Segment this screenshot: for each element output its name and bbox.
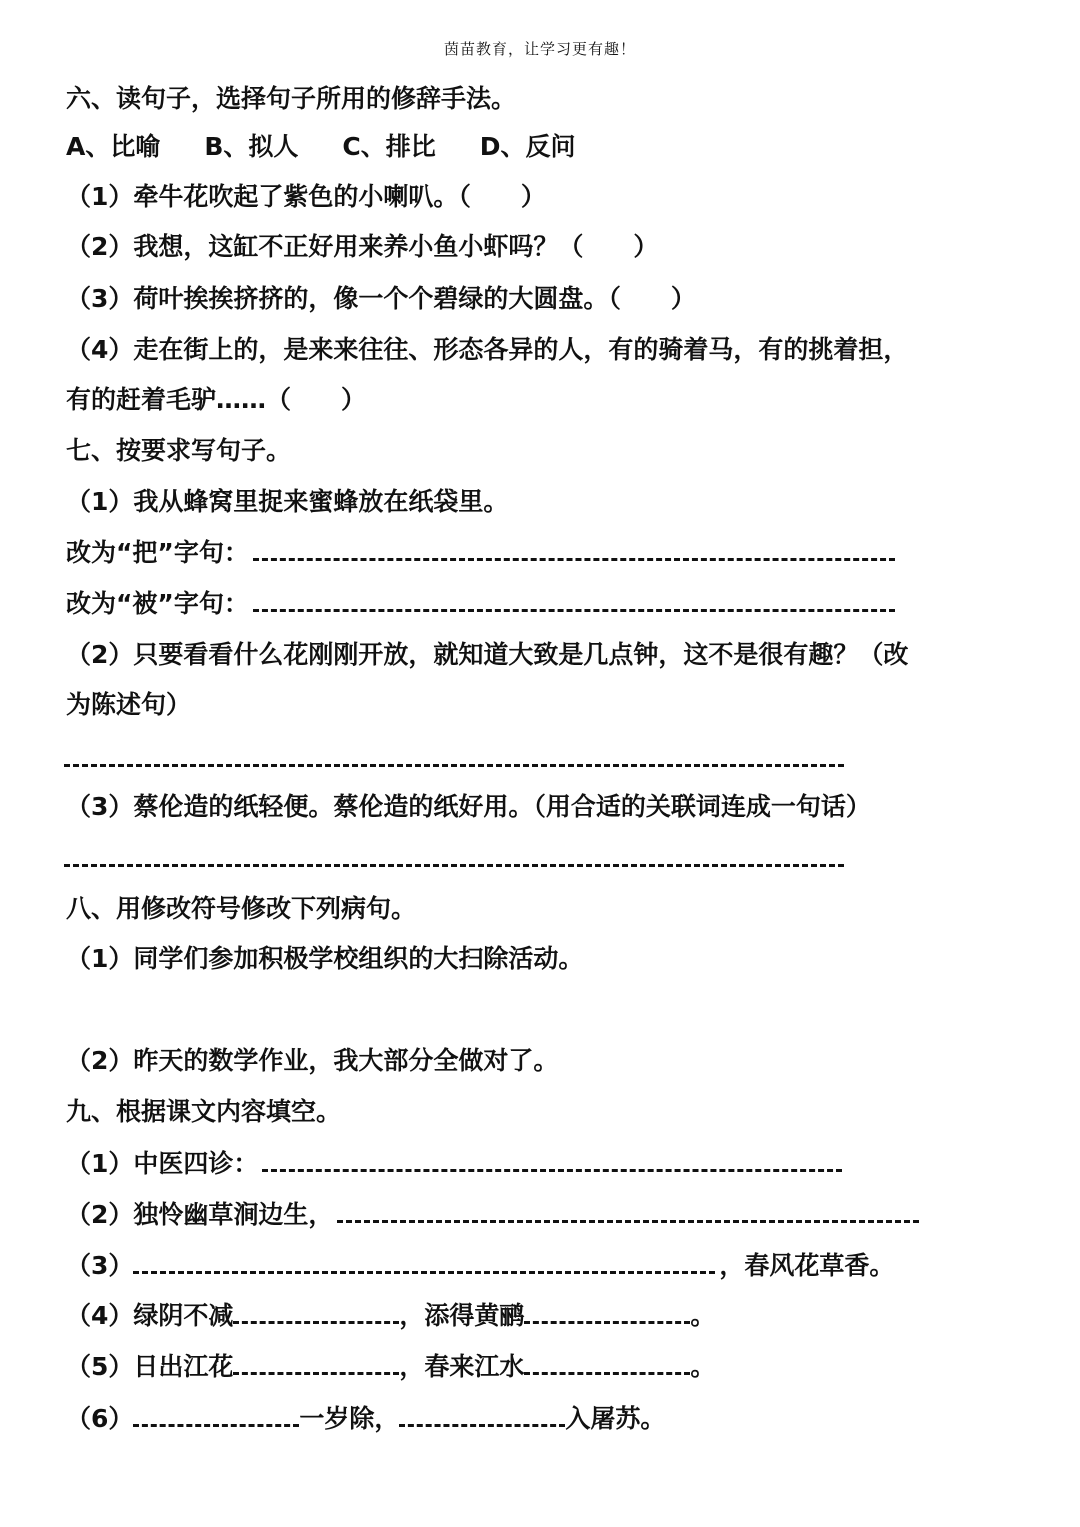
section-8-question-2: （2）昨天的数学作业，我大部分全做对了。 (66, 1046, 559, 1075)
fill-2-blank[interactable] (337, 1204, 919, 1223)
section-6-question-4-line-2: 有的赶着毛驴……（ ） (66, 385, 367, 414)
fill-row-3 (66, 1249, 894, 1283)
ba-sentence-label: 改为“把”字句： (66, 538, 249, 567)
answer-blank-q3[interactable] (64, 848, 844, 867)
fill-row-5 (66, 1350, 715, 1384)
fill-row-6 (66, 1402, 665, 1436)
section-7-title: 七、按要求写句子。 (66, 436, 292, 465)
fill-6-blank-2[interactable] (399, 1408, 565, 1427)
fill-4-mid: ，添得黄鹂 (399, 1301, 525, 1330)
fill-1-blank[interactable] (262, 1153, 842, 1172)
section-8-title: 八、用修改符号修改下列病句。 (66, 894, 417, 923)
section-6-title: 六、读句子，选择句子所用的修辞手法。 (66, 84, 517, 113)
fill-4-label: （4）绿阴不减 (66, 1301, 234, 1330)
fill-5-mid: ，春来江水 (399, 1352, 525, 1381)
fill-5-label: （5）日出江花 (66, 1352, 234, 1381)
fill-6-blank-1[interactable] (133, 1408, 299, 1427)
fill-6-label: （6） (66, 1404, 134, 1433)
fill-4-blank-1[interactable] (233, 1305, 399, 1324)
ba-sentence-blank[interactable] (253, 542, 895, 561)
fill-1-label: （1）中医四诊： (66, 1149, 259, 1178)
section-6-question-2: （2）我想，这缸不正好用来养小鱼小虾吗？（ ） (66, 232, 659, 261)
fill-3-blank[interactable] (133, 1255, 715, 1274)
section-7-question-2-line-1: （2）只要看看什么花刚刚开放，就知道大致是几点钟，这不是很有趣？（改 (66, 640, 909, 669)
fill-6-mid: 一岁除， (299, 1404, 400, 1433)
section-9-title: 九、根据课文内容填空。 (66, 1097, 342, 1126)
bei-sentence-row (66, 587, 899, 621)
answer-blank-q2[interactable] (64, 748, 844, 767)
section-8-question-1: （1）同学们参加积极学校组织的大扫除活动。 (66, 944, 584, 973)
bei-sentence-blank[interactable] (253, 593, 895, 612)
fill-row-2 (66, 1198, 923, 1232)
fill-row-4 (66, 1299, 715, 1333)
section-6-question-3: （3）荷叶挨挨挤挤的，像一个个碧绿的大圆盘。（ ） (66, 284, 696, 313)
section-6-question-4-line-1: （4）走在街上的，是来来往往、形态各异的人，有的骑着马，有的挑着担， (66, 335, 909, 364)
section-7-question-2-line-2: 为陈述句） (66, 690, 192, 719)
fill-3-label: （3） (66, 1251, 134, 1280)
page-header: 茵苗教育，让学习更有趣！ (443, 40, 636, 58)
fill-4-end: 。 (690, 1301, 716, 1330)
option-d: D、反问 (479, 132, 576, 161)
ba-sentence-row (66, 536, 899, 570)
answer-row-q2 (64, 742, 844, 776)
fill-row-1 (66, 1147, 846, 1181)
section-6-options (66, 130, 620, 164)
fill-4-blank-2[interactable] (524, 1305, 690, 1324)
bei-sentence-label: 改为“被”字句： (66, 589, 249, 618)
fill-5-blank-2[interactable] (524, 1356, 690, 1375)
section-7-question-1: （1）我从蜂窝里捉来蜜蜂放在纸袋里。 (66, 487, 509, 516)
option-a: A、比喻 (66, 132, 161, 161)
section-6-question-1: （1）牵牛花吹起了紫色的小喇叭。（ ） (66, 182, 546, 211)
fill-6-end: 入屠苏。 (565, 1404, 666, 1433)
fill-5-blank-1[interactable] (233, 1356, 399, 1375)
option-c: C、排比 (342, 132, 436, 161)
fill-2-label: （2）独怜幽草涧边生， (66, 1200, 334, 1229)
fill-5-end: 。 (690, 1352, 716, 1381)
section-7-question-3: （3）蔡伦造的纸轻便。蔡伦造的纸好用。（用合适的关联词连成一句话） (66, 792, 871, 821)
fill-3-suffix: ，春风花草香。 (719, 1251, 895, 1280)
answer-row-q3 (64, 842, 844, 876)
option-b: B、拟人 (204, 132, 299, 161)
